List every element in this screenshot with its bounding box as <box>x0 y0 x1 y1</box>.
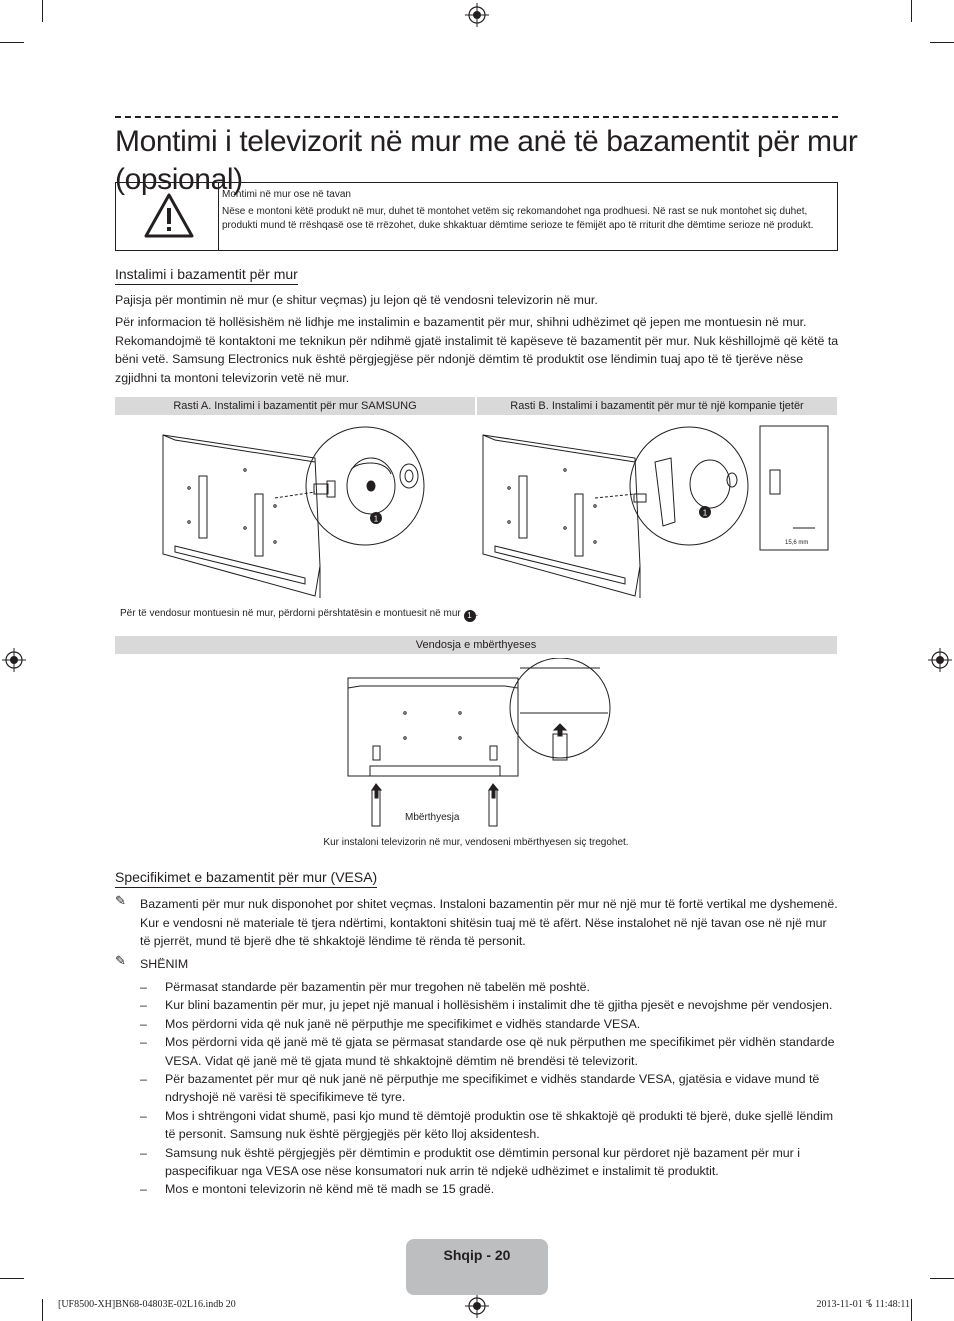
callout-number-b: 1 <box>702 508 708 518</box>
list-item: – Mos përdorni vida që janë më të gjata se përmasat standarde ose që nuk përputhen me specifikimet për vidhën standarde VESA. Vidat që janë më të gjata mund të shkaktojnë dëmtim në brendësi të televizorit. <box>140 1035 835 1068</box>
pencil-note-icon: ✎ <box>115 893 126 908</box>
title-rule <box>115 116 838 118</box>
install-paragraph-2: Për informacion të hollësishëm në lidhje me instalimin e bazamentit për mur, shihni udhëzimet që jepen me montuesin në mur. Rekomandojmë të kontaktoni me teknikun për ndihmë gjatë instalimit të kapëseve të bazamentit për mur. Nuk këshillojmë që këtë ta bëni vetë. Samsung Electronics nuk është përgjegjëse për ndonjë dëmtim të produktit ose lëndimin tuaj apo të të tjerëve nëse zgjidhni ta montoni televizorin vetë në mur. <box>115 315 839 385</box>
case-a-bar: Rasti A. Instalimi i bazamentit për mur SAMSUNG <box>115 397 475 415</box>
crop-mark <box>930 1278 954 1279</box>
list-item: – Mos përdorni vida që nuk janë në përputhje me specifikimet e vidhës standarde VESA. <box>140 1016 641 1031</box>
list-item: – Samsung nuk është përgjegjës për dëmtimin e produktit ose dëmtimin personal kur përdoret një bazament për mur i paspecifikuar nga VESA ose nëse konsumatori nuk arrin të ndjekë udhëzimet e instalimit të produktit. <box>140 1145 801 1179</box>
list-item: – Kur blini bazamentin për mur, ju jepet një manual i hollësishëm i instalimit dhe të gjitha pjesët e nevojshme për vendosjen. <box>140 998 833 1013</box>
warning-box <box>115 182 838 251</box>
page-number: Shqip - 20 <box>443 1247 511 1263</box>
list-item: – Mos i shtrëngoni vidat shumë, pasi kjo mund të dëmtojë produktin ose të shkaktojë që produkti të bjerë, duke sjellë lëndim të personit. Samsung nuk është përgjegjës për këto lloj aksidentesh. <box>140 1108 834 1142</box>
list-item: – Për bazamentet për mur që nuk janë në përputhje me specifikimet e vidhës standarde VESA, gjatësia e vidave mund të ndryshojë në varësi të specifikimeve të tyre. <box>140 1072 820 1105</box>
page-number-tab <box>406 1239 548 1295</box>
footer-timestamp: 2013-11-01 ꕦ 11:48:11 <box>816 1299 910 1310</box>
figure2-caption: Kur instaloni televizorin në mur, vendoseni mbërthyesen siç tregohet. <box>323 837 629 848</box>
footer-file: [UF8500-XH]BN68-04803E-02L16.indb 20 <box>58 1299 236 1310</box>
case-b-bar: Rasti B. Instalimi i bazamentit për mur të një kompanie tjetër <box>477 397 837 415</box>
figure1-caption: Për të vendosur montuesin në mur, përdorni përshtatësin e montuesit në mur 1 . <box>120 608 479 620</box>
crop-mark <box>911 0 912 22</box>
crop-mark <box>0 1278 24 1279</box>
registration-mark-icon <box>465 3 489 27</box>
registration-mark-icon <box>2 648 26 672</box>
crop-mark <box>0 42 24 43</box>
pencil-note-icon: ✎ <box>115 953 126 968</box>
crop-mark <box>42 1299 43 1321</box>
crop-mark <box>911 1299 912 1321</box>
warning-triangle-icon <box>143 192 195 240</box>
vesa-note: Bazamenti për mur nuk disponohet por shitet veçmas. Instaloni bazamentin për mur në një mur të fortë vertikal me dyshemenë. Kur e vendosni në materiale të tjera ndërtimi, kontaktoni shitësin tuaj më të afërt. Nëse instalohet në një tavan ose në një mur të pjerrët, mund të bjerë dhe të shkaktojë lëndime të rënda të personit. <box>140 897 838 949</box>
bracket-label: Mbërthyesja <box>405 812 460 823</box>
bracket-illustration <box>340 658 620 828</box>
registration-mark-icon <box>465 1294 489 1318</box>
callout-number-caption: 1 <box>464 610 476 622</box>
list-item: – Mos e montoni televizorin në kënd më të madh se 15 gradë. <box>140 1182 495 1197</box>
wall-mount-illustration <box>115 418 837 606</box>
note-label: SHËNIM <box>140 957 189 971</box>
warning-text: Nëse e montoni këtë produkt në mur, duhet të montohet vetëm siç rekomandohet nga prodhuesi. Në rast se nuk montohet siç duhet, produkti mund të rrëshqasë ose të rrëzohet, duke shkaktuar dëmtime serioze te fëmijët apo të rriturit dhe dëmtime serioze në produkt. <box>222 206 814 231</box>
warning-heading: Montimi në mur ose në tavan <box>222 189 351 200</box>
callout-number-a: 1 <box>373 514 379 524</box>
dimension-label: 15,6 mm <box>785 540 809 546</box>
page-title: Montimi i televizorit në mur me anë të bazamentit për mur (opsional) <box>115 125 858 196</box>
install-heading: Instalimi i bazamentit për mur <box>115 266 298 285</box>
list-item: – Përmasat standarde për bazamentin për mur tregohen në tabelën më poshtë. <box>140 980 590 994</box>
bracket-position-bar: Vendosja e mbërthyeses <box>115 636 837 654</box>
crop-mark <box>930 42 954 43</box>
install-paragraph-1: Pajisja për montimin në mur (e shitur veçmas) ju lejon që të vendosni televizorin në mur. <box>115 293 598 307</box>
vesa-notes-list <box>140 978 840 1199</box>
registration-mark-icon <box>928 648 952 672</box>
vesa-heading: Specifikimet e bazamentit për mur (VESA) <box>115 869 377 888</box>
crop-mark <box>42 0 43 22</box>
